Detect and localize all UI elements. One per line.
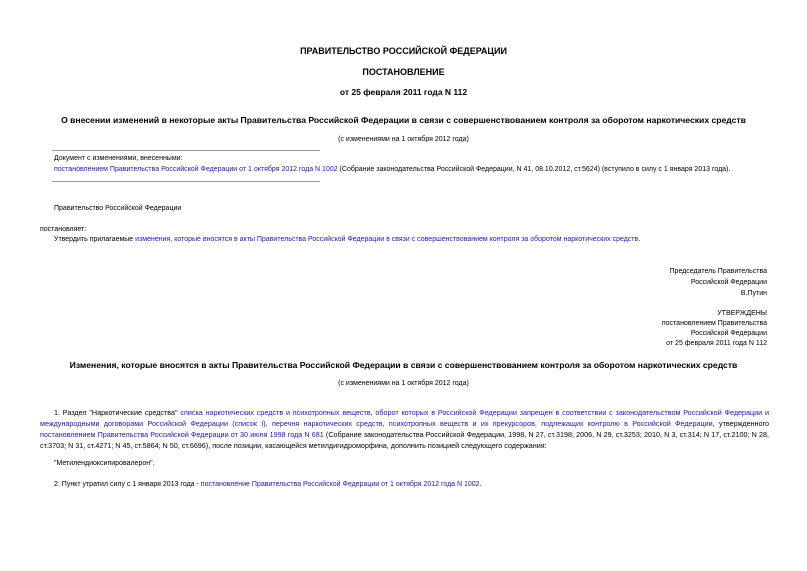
changes-quote: "Метилендиоксипировалерон". — [54, 460, 155, 467]
changes-paragraph-1 — [40, 407, 769, 451]
approve-paragraph — [54, 236, 640, 243]
p2-intro: 2. Пункт утратил силу с 1 января 2013 года - — [54, 481, 201, 488]
p1-list-link[interactable]: списка наркотических средств и психотропных веществ, оборот которых в Российской Федерации запрещен в соответствии с законодательством Российской Федерации и международными договорами Российской Федерации (список I), перечня наркотических средств, психотропных веществ и их прекурсоров, подлежащих контролю в Российской Федерации — [40, 408, 769, 428]
approved-line4: от 25 февраля 2011 года N 112 — [666, 340, 767, 347]
government-line: Правительство Российской Федерации — [54, 205, 182, 212]
changes-paragraph-2 — [54, 481, 482, 488]
approve-pre: Утвердить прилагаемые — [54, 236, 136, 243]
changes-amended-note: (с изменениями на 1 октября 2012 года) — [338, 380, 469, 387]
amendment-link[interactable]: постановлением Правительства Российской Федерации от 1 октября 2012 года N 1002 — [54, 166, 338, 173]
signature-country: Российской Федерации — [690, 279, 767, 286]
amendment-rest: (Собрание законодательства Российской Федерации, N 41, 08.10.2012, ст.5624) (вступило в силу с 1 января 2013 года). — [337, 166, 731, 173]
signature-name: В.Путин — [740, 290, 767, 297]
amendment-label: Документ с изменениями, внесенными: — [54, 155, 183, 162]
approved-heading: УТВЕРЖДЕНЫ — [717, 310, 767, 317]
p1-intro: 1. Раздел "Наркотические средства" — [54, 408, 181, 417]
approve-post: . — [638, 236, 641, 243]
p1-rest: (Собрание законодательства Российской Федерации, 1998, N 27, ст.3198; 2006, N 29, ст.3253; 2010, N 3, ст.314; N 17, ст.2100; N 28, ст.3703; N 31, ст.4271; N 45, ст.5864; N 50, ст.6696), после позиции, касающейся метилдигидроморфина, дополнить позицией следующего содержания: — [40, 430, 769, 450]
amendment-text — [54, 166, 730, 173]
divider-top — [52, 150, 320, 151]
approved-line3: Российской Федерации — [690, 330, 767, 337]
divider-bottom — [52, 181, 320, 182]
p1-decree-link[interactable]: постановлением Правительства Российской Федерации от 30 июня 1998 года N 681 — [40, 430, 324, 439]
p1-mid: , утвержденного — [712, 419, 769, 428]
p2-link[interactable]: постановление Правительства Российской Федерации от 1 октября 2012 года N 1002 — [200, 481, 480, 488]
signature-title: Председатель Правительства — [669, 268, 767, 275]
document-type: ПОСТАНОВЛЕНИЕ — [362, 67, 445, 77]
approved-line2: постановлением Правительства — [661, 320, 767, 327]
p2-end: . — [479, 481, 482, 488]
document-date-number: от 25 февраля 2011 года N 112 — [339, 87, 468, 97]
approve-link[interactable]: изменения, которые вносятся в акты Правительства Российской Федерации в связи с совершенствованием контроля за оборотом наркотических средств — [135, 236, 639, 243]
changes-title: Изменения, которые вносятся в акты Правительства Российской Федерации в связи с совершенствованием контроля за оборотом наркотических средств — [69, 360, 738, 370]
government-heading: ПРАВИТЕЛЬСТВО РОССИЙСКОЙ ФЕДЕРАЦИИ — [300, 46, 507, 56]
document-title: О внесении изменений в некоторые акты Правительства Российской Федерации в связи с совершенствованием контроля за оборотом наркотических средств — [61, 115, 746, 125]
decree-word: постановляет: — [40, 226, 87, 233]
amended-note: (с изменениями на 1 октября 2012 года) — [338, 136, 469, 143]
